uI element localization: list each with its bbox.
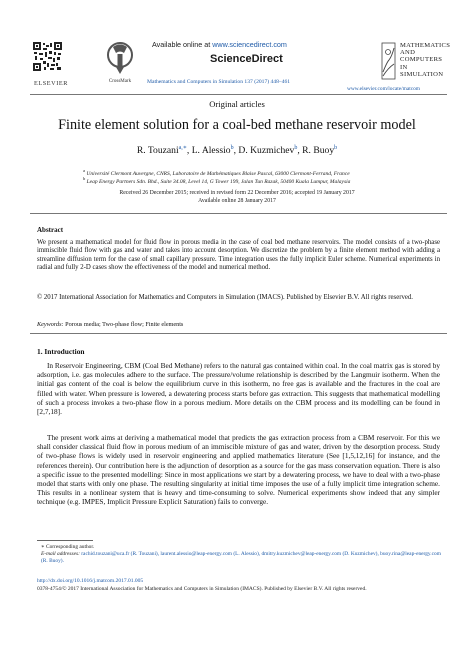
affiliation-mark: b xyxy=(83,176,86,181)
email-label: E-mail addresses: xyxy=(41,551,80,557)
elsevier-locate-link[interactable]: www.elsevier.com/locate/matcom xyxy=(347,86,420,92)
doi-link[interactable]: http://dx.doi.org/10.1016/j.matcom.2017.01.005 xyxy=(37,578,144,584)
abstract-text: We present a mathematical model for fluid flow in porous media in the case of coal bed methane reservoirs. The model consists of a two-phase immiscible fluid flow with gas and water and takes into account desorption. We discretize the problem by a finite element method with adding a streamline diffusion term for the case of small capillary pressure. Time integration uses the fully implicit Euler scheme. Numerical experiments in radial and fully 2-D cases show the effectiveness of the model and numerical method. xyxy=(37,239,440,271)
issn-copyright: 0378-4754/© 2017 International Association for Mathematics and Computers in Simulation (IMACS). Published by Elsevier B.V. All rights reserved. xyxy=(37,586,367,592)
keywords-text: Porous media; Two-phase flow; Finite elements xyxy=(65,321,184,328)
intro-paragraph: The present work aims at deriving a mathematical model that predicts the gas extraction process from a CBM reservoir. For this we shall consider classical fluid flow in porous medium of an immiscible mixture of gas and water, driven by the desorption process. Study of two-phase flows is widely used in reservoir engineering and applied mathematics literature (See [1,5,12,16] for instance, and the references therein). Our contribution here is the adjunction of desorption as a source for the gas mass conservation equation. There is also a specific issue to the presented modelling: Since in most applications we start by a dewatering process, we have to deal with a two-phase model that starts with only one phase. The resulting singularity at initial time imposes the use of a fully implicit time integration scheme. This results in a nonlinear system that is heavy and time-consuming to solve. Numerical experiments show indeed that any simpler technique (e.g. IMPES, Implicit Pressure Explicit Saturation) fails to converge. xyxy=(37,433,440,507)
author-list xyxy=(0,144,474,156)
author-separator: , xyxy=(233,145,239,157)
abstract-copyright: © 2017 International Association for Mathematics and Computers in Simulation (IMACS). Published by Elsevier B.V. All rights reserved. xyxy=(37,294,413,301)
platform-name: ScienceDirect xyxy=(210,53,283,65)
journal-citation-link[interactable]: Mathematics and Computers in Simulation 137 (2017) 448–461 xyxy=(147,79,291,85)
intro-paragraph: In Reservoir Engineering, CBM (Coal Bed Methane) refers to the natural gas contained within coal. In the coal matrix gas is stored by adsorption, i.e. gas molecules adhere to the surface. The pressure/volume relationship is described by the Langmuir isotherm. When the initial gas content of the coal is below the equilibrium curve in this isotherm, no free gas is available and the fractures in the coal are filled with water. When pressure is lowered, a dewatering process starts before gas extraction. This suggests that mathematical modelling of such a process invokes a two-phase flow in a porous medium. More details on the CBM process and its modelling can be found in [2,7,18]. xyxy=(37,361,440,417)
abstract-divider-top xyxy=(30,213,447,214)
journal-logo xyxy=(381,39,451,85)
author-affiliation-mark[interactable]: b xyxy=(230,145,234,151)
available-prefix: Available online at xyxy=(152,40,211,49)
author-name[interactable]: R. Touzani xyxy=(136,145,179,157)
corresponding-author-note: ∗ Corresponding author. xyxy=(41,544,95,550)
journal-logo-icon xyxy=(381,42,397,80)
qr-code-icon xyxy=(33,42,62,71)
author-separator: , xyxy=(297,145,303,157)
journal-logo-line: IN SIMULATION xyxy=(400,63,444,78)
keywords xyxy=(37,321,440,328)
crossmark-label: CrossMark xyxy=(108,79,132,84)
author-name[interactable]: L. Alessio xyxy=(191,145,231,157)
author-affiliation-mark[interactable]: b xyxy=(294,145,298,151)
affiliation-text: Université Clermont Auvergne, CNRS, Laboratoire de Mathématiques Blaise Pascal, 63000 Clermont-Ferrand, France xyxy=(86,170,350,177)
journal-logo-line: MATHEMATICS xyxy=(400,42,451,49)
abstract-divider-bottom xyxy=(30,333,447,334)
author-name[interactable]: D. Kuzmichev xyxy=(238,145,295,157)
journal-logo-line: COMPUTERS xyxy=(400,56,443,64)
sciencedirect-link[interactable]: www.sciencedirect.com xyxy=(212,40,287,49)
abstract-heading: Abstract xyxy=(37,226,64,234)
available-online-date: Available online 28 January 2017 xyxy=(198,198,276,204)
email-addresses xyxy=(41,551,441,565)
footnote-divider xyxy=(37,540,93,541)
received-dates: Received 26 December 2015; received in revised form 22 December 2016; accepted 19 January 2017 xyxy=(119,190,355,196)
crossmark-icon[interactable] xyxy=(105,41,135,77)
affiliation-text: Leap Energy Partners Sdn. Bhd., Suite 34.08, Level 14, G Tower 199, Jalan Tun Razak, 50400 Kuala Lumpur, Malaysia xyxy=(86,178,351,185)
affiliation xyxy=(83,176,443,185)
section-heading: 1. Introduction xyxy=(37,347,85,356)
article-title: Finite element solution for a coal-bed methane reservoir model xyxy=(58,117,416,133)
author-affiliation-mark[interactable]: b xyxy=(334,145,338,151)
author-name[interactable]: R. Buoy xyxy=(302,145,335,157)
keywords-label: Keywords: xyxy=(37,321,64,328)
journal-logo-line: AND xyxy=(400,49,416,57)
article-type: Original articles xyxy=(209,99,265,109)
header-divider xyxy=(30,94,447,95)
affiliation-mark: a xyxy=(83,168,85,173)
publisher-logo-text: ELSEVIER xyxy=(34,80,69,87)
author-affiliation-mark[interactable]: a,∗ xyxy=(178,145,187,151)
email-list[interactable]: rachid.touzani@uca.fr (R. Touzani), laurent.alessio@leap-energy.com (L. Alessio), dmitry.kuzmichev@leap-energy.com (D. Kuzmichev), buoy.rina@leap-energy.com (R. Buoy). xyxy=(41,551,441,564)
author-separator: , xyxy=(186,145,192,157)
available-online xyxy=(152,40,287,49)
